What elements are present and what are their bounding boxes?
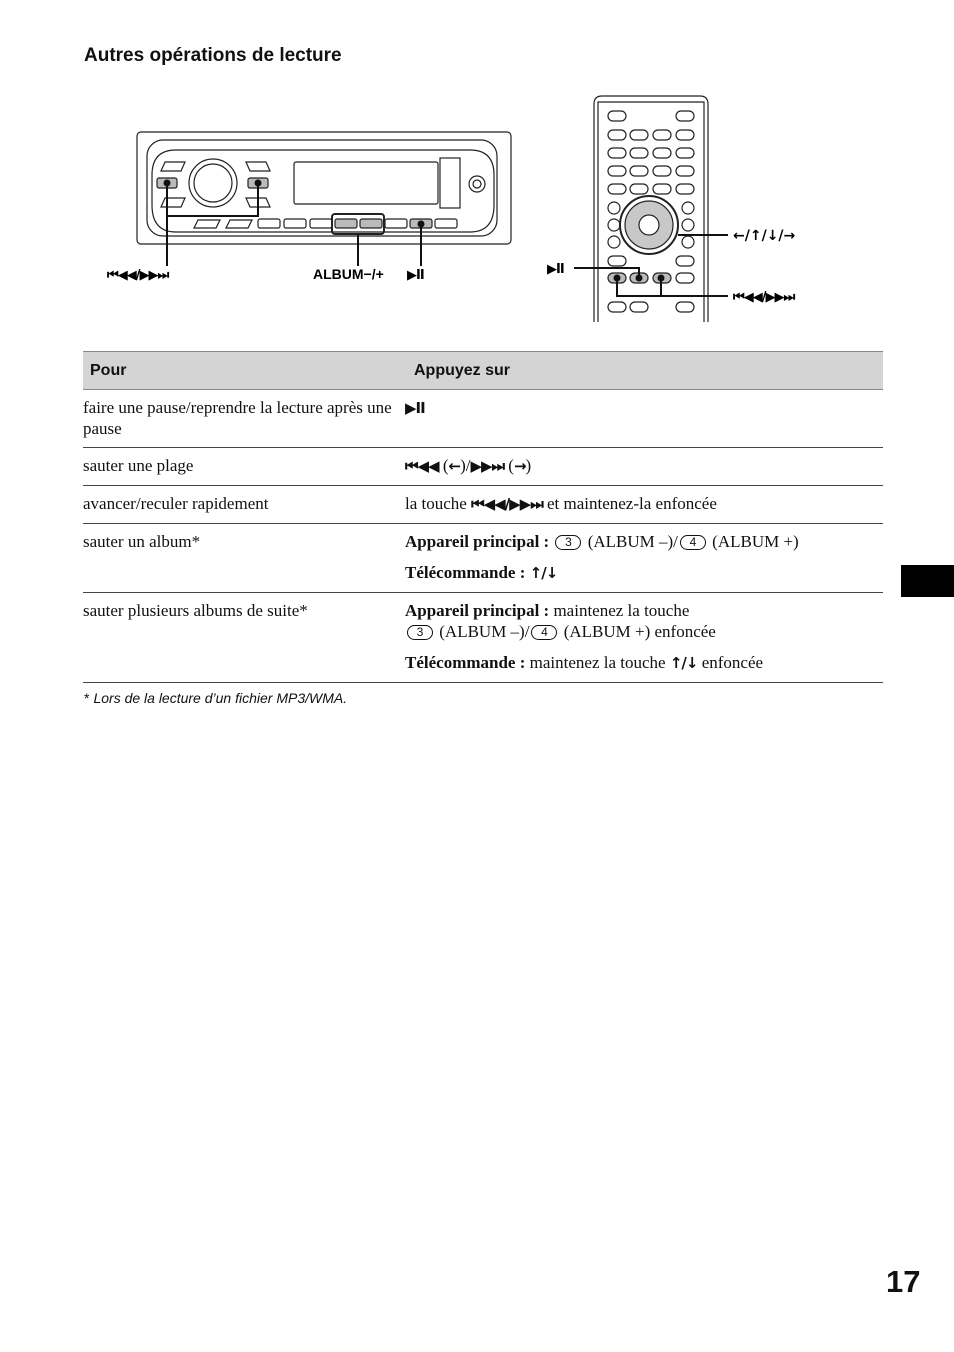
row-keys xyxy=(405,524,883,593)
text: ( xyxy=(438,456,449,475)
table-header-row xyxy=(83,352,883,390)
text: enfoncée xyxy=(697,653,764,672)
text: maintenez la touche xyxy=(549,601,690,620)
text: la touche xyxy=(405,494,472,513)
remote-illustration xyxy=(594,96,708,322)
footnote-text: Lors de la lecture d’un fichier MP3/WMA. xyxy=(93,690,348,706)
arrow-up-down-icon: ↑/↓ xyxy=(669,654,698,672)
label-album: ALBUM−/+ xyxy=(313,266,384,282)
remote-instruction xyxy=(405,562,883,584)
row-action: avancer/reculer rapidement xyxy=(83,486,405,524)
header-appuyez-sur: Appuyez sur xyxy=(405,352,883,390)
next-icon: ▶▶⏭ xyxy=(470,457,505,475)
key-4-icon: 4 xyxy=(680,535,706,550)
text: (ALBUM +) xyxy=(707,532,799,551)
text: (ALBUM –)/ xyxy=(435,622,530,641)
key-3-icon: 3 xyxy=(555,535,581,550)
row-keys xyxy=(405,448,883,486)
text: ) xyxy=(525,456,532,475)
section-tab-marker xyxy=(901,565,954,597)
footnote xyxy=(84,690,347,706)
table-row xyxy=(83,524,883,593)
main-unit-instruction xyxy=(405,531,883,552)
arrow-left-icon: ← xyxy=(448,457,461,475)
text: maintenez la touche xyxy=(525,653,670,672)
previous-icon: ⏮◀◀ xyxy=(405,457,439,475)
table-row xyxy=(83,448,883,486)
main-unit-instruction xyxy=(405,600,883,642)
seek-icon: ⏮◀◀/▶▶⏭ xyxy=(471,495,543,513)
play-pause-icon: ▶II xyxy=(405,399,425,417)
row-keys xyxy=(405,390,883,448)
text: (ALBUM –)/ xyxy=(583,532,678,551)
row-action: sauter un album* xyxy=(83,524,405,593)
row-keys xyxy=(405,486,883,524)
label-play-remote: ▶II xyxy=(547,262,564,277)
operations-table xyxy=(83,351,883,683)
key-3-icon: 3 xyxy=(407,625,433,640)
label-seek-main: ⏮◀◀/▶▶⏭ xyxy=(107,268,169,283)
row-action: sauter une plage xyxy=(83,448,405,486)
device-diagram xyxy=(0,0,954,340)
arrow-right-icon: → xyxy=(513,457,526,475)
remote-instruction xyxy=(405,652,883,674)
text: (ALBUM +) enfoncée xyxy=(559,622,716,641)
footnote-mark: * xyxy=(84,690,90,706)
text: et maintenez-la enfoncée xyxy=(542,494,717,513)
row-action: sauter plusieurs albums de suite* xyxy=(83,593,405,683)
key-4-icon: 4 xyxy=(531,625,557,640)
table-row xyxy=(83,593,883,683)
table-row xyxy=(83,390,883,448)
row-keys xyxy=(405,593,883,683)
remote-label: Télécommande : xyxy=(405,563,526,582)
text: ( xyxy=(504,456,514,475)
arrow-up-down-icon: ↑/↓ xyxy=(529,564,558,582)
label-play-main: ▶II xyxy=(407,268,424,283)
label-seek-remote: ⏮◀◀/▶▶⏭ xyxy=(733,290,795,305)
table-row xyxy=(83,486,883,524)
row-action: faire une pause/reprendre la lecture après une pause xyxy=(83,390,405,448)
remote-label: Télécommande : xyxy=(405,653,526,672)
main-unit-illustration xyxy=(137,132,511,244)
header-pour: Pour xyxy=(83,352,405,390)
section-heading: Autres opérations de lecture xyxy=(84,45,342,66)
page-number: 17 xyxy=(886,1264,921,1299)
text: )/ xyxy=(460,456,471,475)
main-unit-label: Appareil principal : xyxy=(405,601,550,620)
main-unit-label: Appareil principal : xyxy=(405,532,550,551)
label-arrows: ←/↑/↓/→ xyxy=(733,228,796,244)
